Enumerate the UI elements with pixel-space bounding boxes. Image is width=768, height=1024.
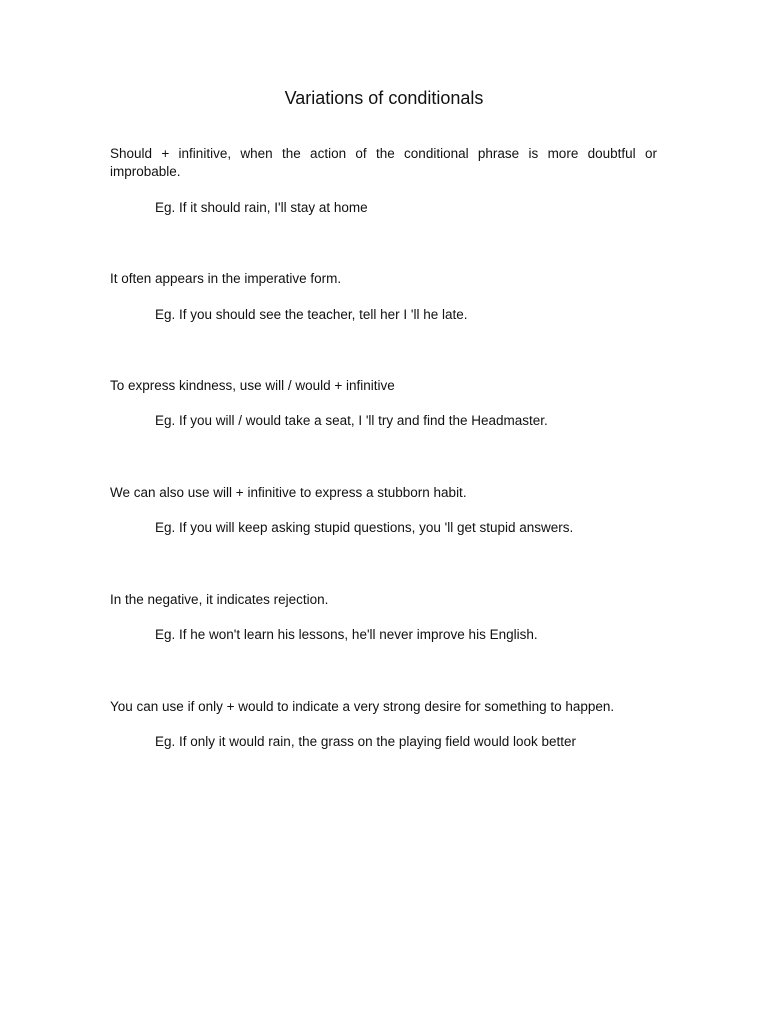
rule-kindness: To express kindness, use will / would + infinitive [110,378,395,393]
rule-stubborn-habit: We can also use will + infinitive to express a stubborn habit. [110,485,467,500]
rule-if-only: You can use if only + would to indicate a very strong desire for something to happen. [110,699,615,714]
rule-imperative-form: It often appears in the imperative form. [110,271,342,286]
example-stupid-questions: Eg. If you will keep asking stupid questions, you 'll get stupid answers. [155,520,574,535]
example-learn-lessons: Eg. If he won't learn his lessons, he'll never improve his English. [155,627,538,642]
rule-should-infinitive: Should + infinitive, when the action of the conditional phrase is more doubtful or improbable. [110,146,657,179]
example-see-teacher: Eg. If you should see the teacher, tell her I 'll he late. [155,307,468,322]
rule-negative-rejection: In the negative, it indicates rejection. [110,592,329,607]
example-only-rain: Eg. If only it would rain, the grass on the playing field would look better [155,734,576,749]
example-take-seat: Eg. If you will / would take a seat, I 'll try and find the Headmaster. [155,413,548,428]
example-should-rain: Eg. If it should rain, I'll stay at home [155,200,368,215]
page-title: Variations of conditionals [284,88,484,108]
